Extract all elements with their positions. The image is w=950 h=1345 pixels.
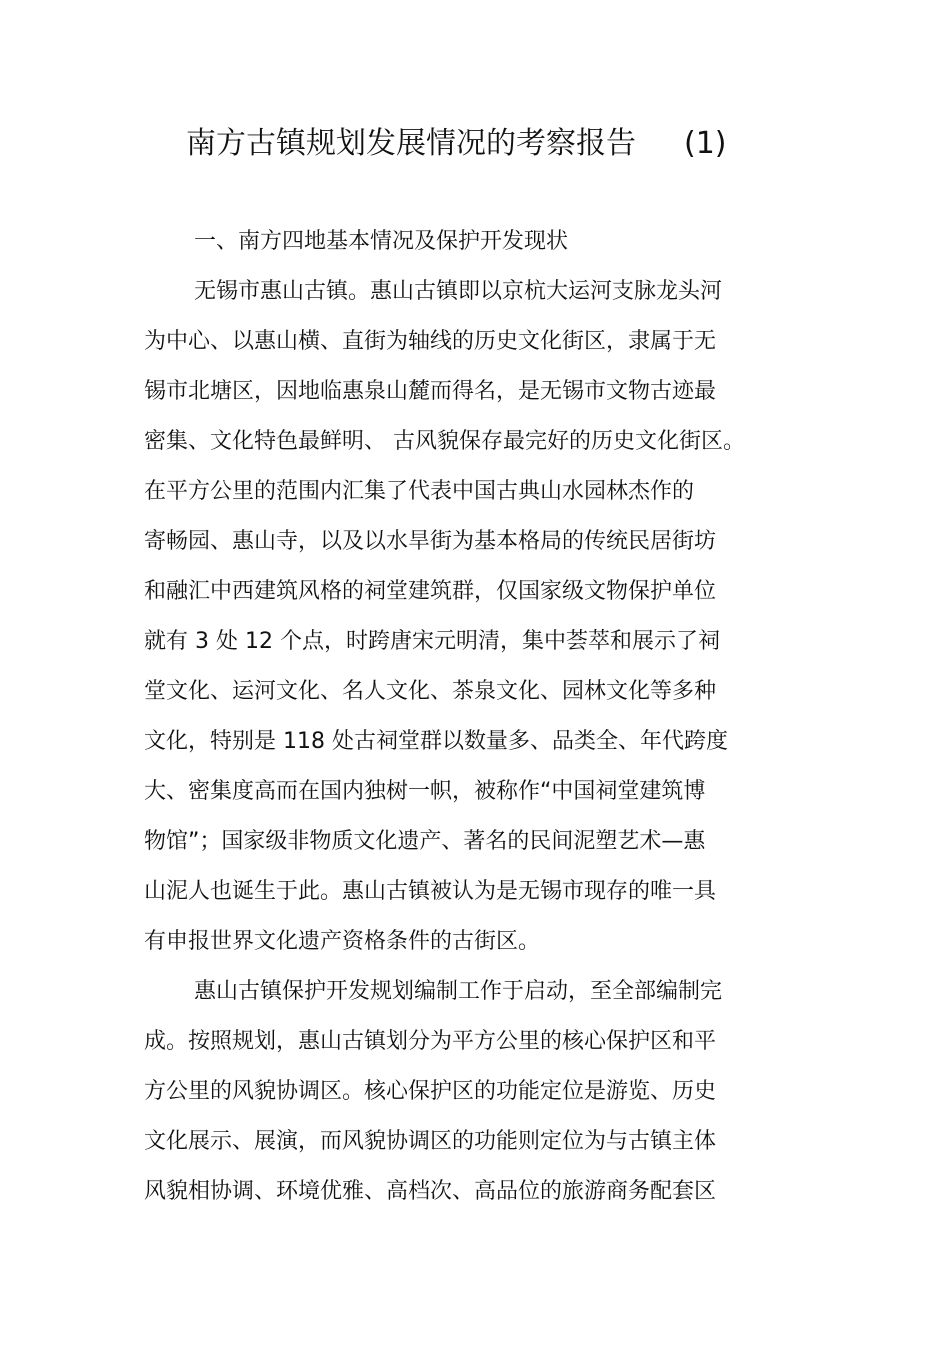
body-line: 寄畅园、惠山寺，以及以水旱街为基本格局的传统民居街坊 <box>144 529 717 554</box>
body-line: 风貌相协调、环境优雅、高档次、高品位的旅游商务配套区 <box>144 1179 717 1204</box>
body-line: 堂文化、运河文化、名人文化、茶泉文化、园林文化等多种 <box>144 679 717 704</box>
body-line: 方公里的风貌协调区。核心保护区的功能定位是游览、历史 <box>144 1079 717 1104</box>
body-line: 锡市北塘区，因地临惠泉山麓而得名，是无锡市文物古迹最 <box>144 379 717 404</box>
body-line: 为中心、以惠山横、直街为轴线的历史文化街区，隶属于无 <box>144 329 717 354</box>
body-line: 物馆”；国家级非物质文化遗产、著名的民间泥塑艺术—惠 <box>144 829 706 854</box>
body-line: 惠山古镇保护开发规划编制工作于启动，至全部编制完 <box>194 979 723 1004</box>
body-line: 无锡市惠山古镇。惠山古镇即以京杭大运河支脉龙头河 <box>194 279 723 304</box>
body-line: 大、密集度高而在国内独树一帜，被称作“中国祠堂建筑博 <box>144 779 706 804</box>
body-line: 密集、文化特色最鲜明、 古风貌保存最完好的历史文化街区。 <box>144 429 745 454</box>
body-line: 有申报世界文化遗产资格条件的古街区。 <box>144 929 541 954</box>
body-line: 在平方公里的范围内汇集了代表中国古典山水园林杰作的 <box>144 479 695 504</box>
title-number: (1) <box>684 126 727 161</box>
document-title <box>186 122 786 166</box>
body-line: 文化，特别是 118 处古祠堂群以数量多、品类全、年代跨度 <box>144 729 728 754</box>
section-heading: 一、南方四地基本情况及保护开发现状 <box>194 229 569 254</box>
body-line: 就有 3 处 12 个点，时跨唐宋元明清，集中荟萃和展示了祠 <box>144 629 720 654</box>
body-line: 和融汇中西建筑风格的祠堂建筑群，仅国家级文物保护单位 <box>144 579 717 604</box>
body-line: 山泥人也诞生于此。惠山古镇被认为是无锡市现存的唯一具 <box>144 879 717 904</box>
body-line: 成。按照规划，惠山古镇划分为平方公里的核心保护区和平 <box>144 1029 717 1054</box>
title-text: 南方古镇规划发展情况的考察报告 <box>186 126 636 161</box>
body-line: 文化展示、展演，而风貌协调区的功能则定位为与古镇主体 <box>144 1129 717 1154</box>
